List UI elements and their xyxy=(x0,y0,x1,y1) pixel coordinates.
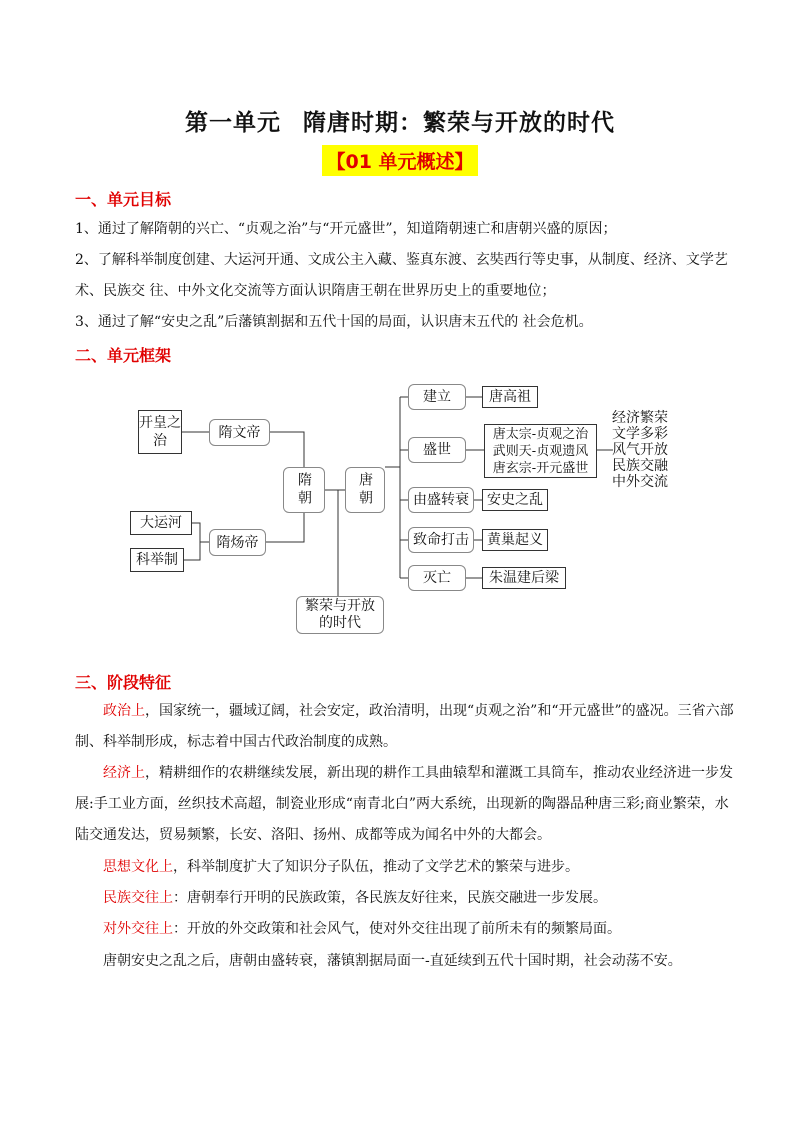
feature-label: 民族交往上 xyxy=(103,890,173,906)
feature-culture xyxy=(75,852,740,883)
heading-unit-framework: 二、单元框架 xyxy=(75,346,172,365)
goal-2: 2、了解科举制度创建、大运河开通、文成公主入藏、鉴真东渡、玄奘西行等史事，从制度、经济、文学艺术、民族交 往、中外文化交流等方面认识隋唐王朝在世界历史上的重要地位； xyxy=(75,252,728,299)
stage-golden-age: 盛世 xyxy=(408,437,466,463)
achievement-item: 风气开放 xyxy=(612,442,668,458)
feature-label: 经济上 xyxy=(103,765,145,781)
feature-summary: 唐朝安史之乱之后，唐朝由盛转衰，藩镇割据局面一-直延续到五代十国时期，社会动荡不安。 xyxy=(103,953,682,969)
feature-text: ，科举制度扩大了知识分子队伍，推动了文学艺术的繁荣与进步。 xyxy=(173,859,579,875)
feature-label: 对外交往上 xyxy=(103,921,173,937)
stage-founding: 建立 xyxy=(408,384,466,410)
title-part2: 隋唐时期：繁荣与开放的时代 xyxy=(303,110,615,136)
box-keju-system: 科举制 xyxy=(130,548,184,572)
feature-foreign xyxy=(75,914,740,945)
feature-economy xyxy=(75,758,740,851)
box-theme-center: 繁荣与开放的时代 xyxy=(296,596,384,634)
achievement-item: 民族交融 xyxy=(612,458,668,474)
feature-label: 政治上 xyxy=(103,703,145,719)
unit-framework-diagram xyxy=(0,370,800,640)
box-tang-dynasty: 唐朝 xyxy=(345,467,385,513)
heading-stage-features: 三、阶段特征 xyxy=(75,673,172,692)
box-sui-yangdi: 隋炀帝 xyxy=(209,529,266,556)
goal-3: 3、通过了解“安史之乱”后藩镇割据和五代十国的局面，认识唐末五代的 社会危机。 xyxy=(75,314,593,330)
feature-ethnic xyxy=(75,883,740,914)
box-sui-wendi: 隋文帝 xyxy=(209,419,270,446)
feature-text: ：唐朝奉行开明的民族政策，各民族友好往来，民族交融进一步发展。 xyxy=(173,890,607,906)
connector-lines xyxy=(0,370,800,640)
title-part1: 第一单元 xyxy=(185,110,281,136)
feature-text: ：开放的外交政策和社会风气，使对外交往出现了前所未有的频繁局面。 xyxy=(173,921,621,937)
achievements-list xyxy=(612,410,668,490)
achievement-item: 中外交流 xyxy=(612,474,668,490)
heading-unit-goals: 一、单元目标 xyxy=(75,190,172,209)
detail-taizong: 唐太宗-贞观之治 xyxy=(492,426,589,442)
detail-xuanzong: 唐玄宗-开元盛世 xyxy=(492,460,589,476)
page-title xyxy=(0,104,800,137)
stage-decline-detail: 安史之乱 xyxy=(482,489,548,511)
section-subtitle: 【01 单元概述】 xyxy=(322,145,477,176)
achievement-item: 文学多彩 xyxy=(612,426,668,442)
achievement-item: 经济繁荣 xyxy=(612,410,668,426)
box-grand-canal: 大运河 xyxy=(130,511,192,535)
feature-text: ，精耕细作的农耕继续发展，新出现的耕作工具曲辕犁和灌溉工具筒车，推动农业经济进一步发展:手工业方面，丝织技术高超，制瓷业形成“南青北白”两大系统，出现新的陶器品种唐三彩;商业繁荣，水陆交通发达，贸易频繁，长安、洛阳、扬州、成都等成为闻名中外的大都会。 xyxy=(75,765,733,843)
stage-founding-detail: 唐高祖 xyxy=(482,386,538,408)
feature-label: 思想文化上 xyxy=(103,859,173,875)
goal-1: 1、通过了解隋朝的兴亡、“贞观之治”与“开元盛世”，知道隋朝速亡和唐朝兴盛的原因； xyxy=(75,221,617,237)
stage-golden-age-detail xyxy=(484,424,597,478)
box-sui-dynasty: 隋朝 xyxy=(283,467,325,513)
box-kaihuang-zhizhi: 开皇之治 xyxy=(138,410,182,454)
stage-fall-detail: 朱温建后梁 xyxy=(482,567,566,589)
feature-text: ，国家统一，疆域辽阔，社会安定，政治清明，出现“贞观之治”和“开元盛世”的盛况。三省六部制、科举制形成，标志着中国古代政治制度的成熟。 xyxy=(75,703,734,750)
stage-decline: 由盛转衰 xyxy=(408,487,474,513)
stage-fatal-blow-detail: 黄巢起义 xyxy=(482,529,548,551)
stage-fall: 灭亡 xyxy=(408,565,466,591)
detail-wuzetian: 武则天-贞观遗风 xyxy=(492,443,589,459)
feature-politics xyxy=(75,696,740,758)
stage-fatal-blow: 致命打击 xyxy=(408,527,474,553)
